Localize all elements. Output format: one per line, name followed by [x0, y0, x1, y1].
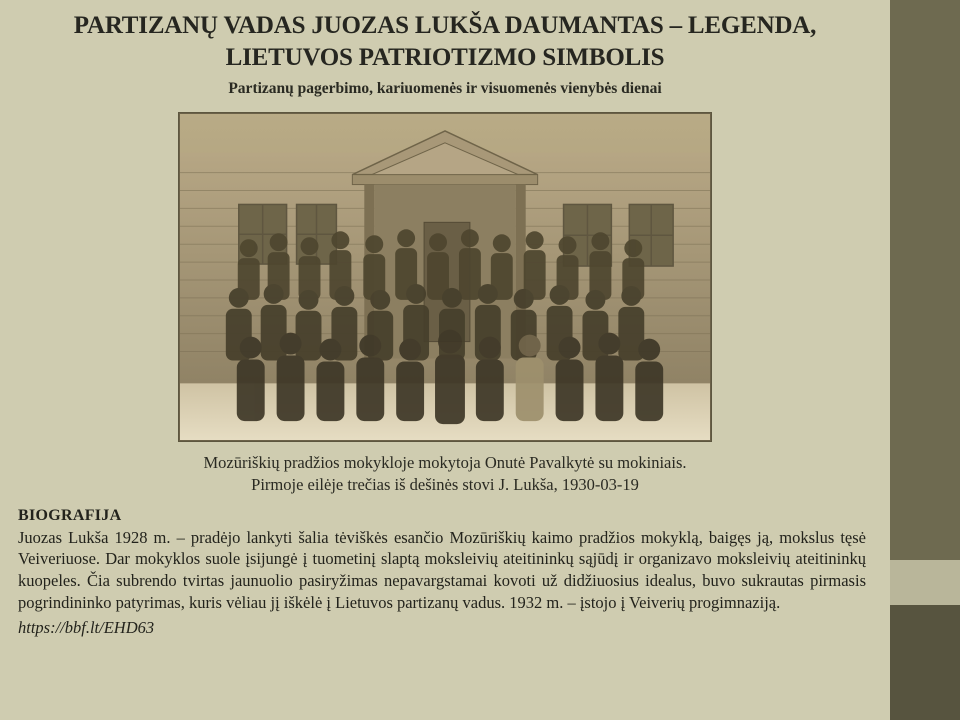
page-subtitle: Partizanų pagerbimo, kariuomenės ir visuomenės vienybės dienai	[228, 80, 662, 97]
side-band-middle	[890, 560, 960, 605]
source-link[interactable]: https://bbf.lt/EHD63	[18, 618, 155, 638]
biography-heading: BIOGRAFIJA	[18, 506, 122, 524]
historical-photo	[178, 112, 712, 442]
side-band-lower	[890, 605, 960, 720]
biography-text: Juozas Lukša 1928 m. – pradėjo lankyti šalia tėviškės esančio Mozūriškių kaimo pradžios mokyklą, baigęs ją, mokslus tęsė Veiveriuose. Dar mokyklos suole įsijungė į tuometinį slaptą moksleivių ateitininkų sąjūdį ir organizavo moksleivių ateitininkų kuopeles. Čia subrendo tvirtas jaunuolio pasiryžimas nepavargstamai kovoti už didžiuosius idealus, buvo sukrautas pirmasis pogrindininko patyrimas, kuris vėliau jį iškėlė į Lietuvos partizanų vadus. 1932 m. – įstojo į Veiverių progimnaziją.	[18, 527, 866, 613]
photo-caption-line-1: Mozūriškių pradžios mokykloje mokytoja Onutė Pavalkytė su mokiniais.	[203, 453, 687, 472]
page-title: PARTIZANŲ VADAS JUOZAS LUKŠA DAUMANTAS – LEGENDA, LIETUVOS PATRIOTIZMO SIMBOLIS	[73, 12, 817, 71]
decorative-side-strip	[890, 0, 960, 720]
photo-caption	[0, 452, 890, 497]
photo-container	[178, 112, 712, 442]
side-band-upper	[890, 0, 960, 560]
photo-caption-line-2: Pirmoje eilėje trečias iš dešinės stovi J. Lukša, 1930-03-19	[251, 475, 639, 495]
